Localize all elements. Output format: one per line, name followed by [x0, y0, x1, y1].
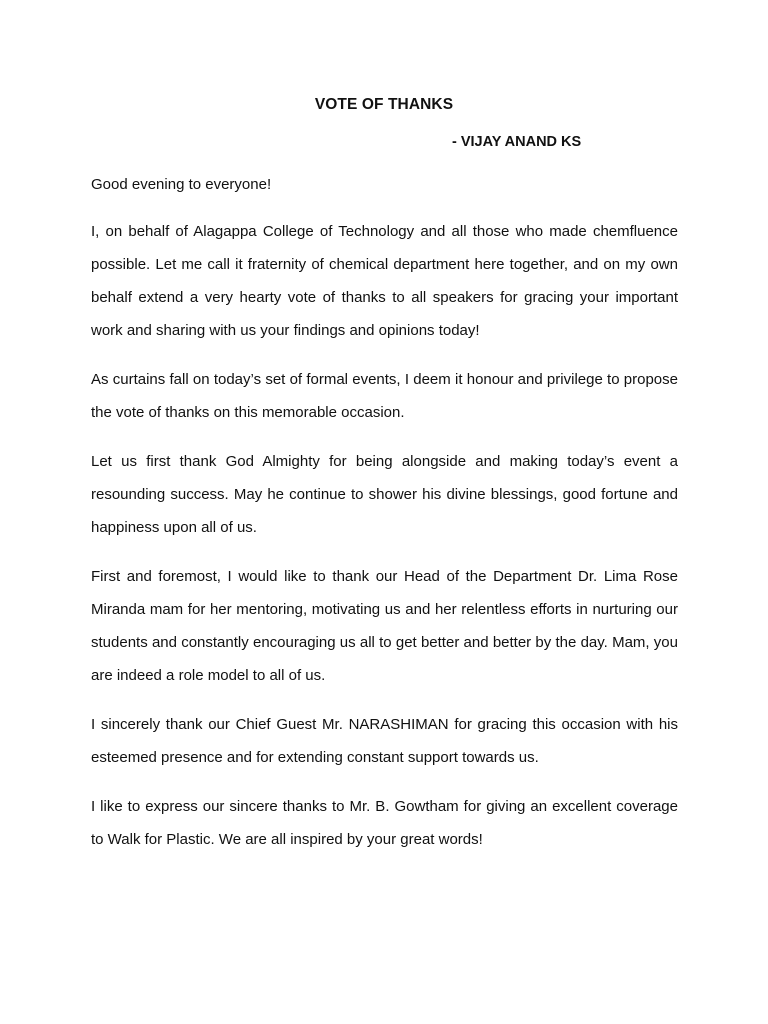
paragraph-chief-guest: I sincerely thank our Chief Guest Mr. NARASHIMAN for gracing this occasion with his esteemed presence and for extending constant support towards us. [91, 716, 678, 766]
document-title: VOTE OF THANKS [314, 96, 454, 113]
author-line: - VIJAY ANAND KS [452, 134, 582, 150]
paragraph-behalf: I, on behalf of Alagappa College of Technology and all those who made chemfluence possible. Let me call it fraternity of chemical department here together, and on my own behalf extend a very hearty vote of thanks to all speakers for gracing your important work and sharing with us your findings and opinions today! [91, 223, 678, 339]
paragraph-hod: First and foremost, I would like to thank our Head of the Department Dr. Lima Rose Miranda mam for her mentoring, motivating us and her relentless efforts in nurturing our students and constantly encouraging us all to get better and better by the day. Mam, you are indeed a role model to all of us. [91, 568, 678, 684]
paragraph-gowtham: I like to express our sincere thanks to Mr. B. Gowtham for giving an excellent coverage to Walk for Plastic. We are all inspired by your great words! [91, 798, 678, 848]
document-body [91, 168, 678, 872]
paragraph-curtains: As curtains fall on today’s set of formal events, I deem it honour and privilege to propose the vote of thanks on this memorable occasion. [91, 371, 678, 421]
paragraph-greeting: Good evening to everyone! [91, 176, 272, 193]
paragraph-god: Let us first thank God Almighty for being alongside and making today’s event a resounding success. May he continue to shower his divine blessings, good fortune and happiness upon all of us. [91, 453, 678, 536]
